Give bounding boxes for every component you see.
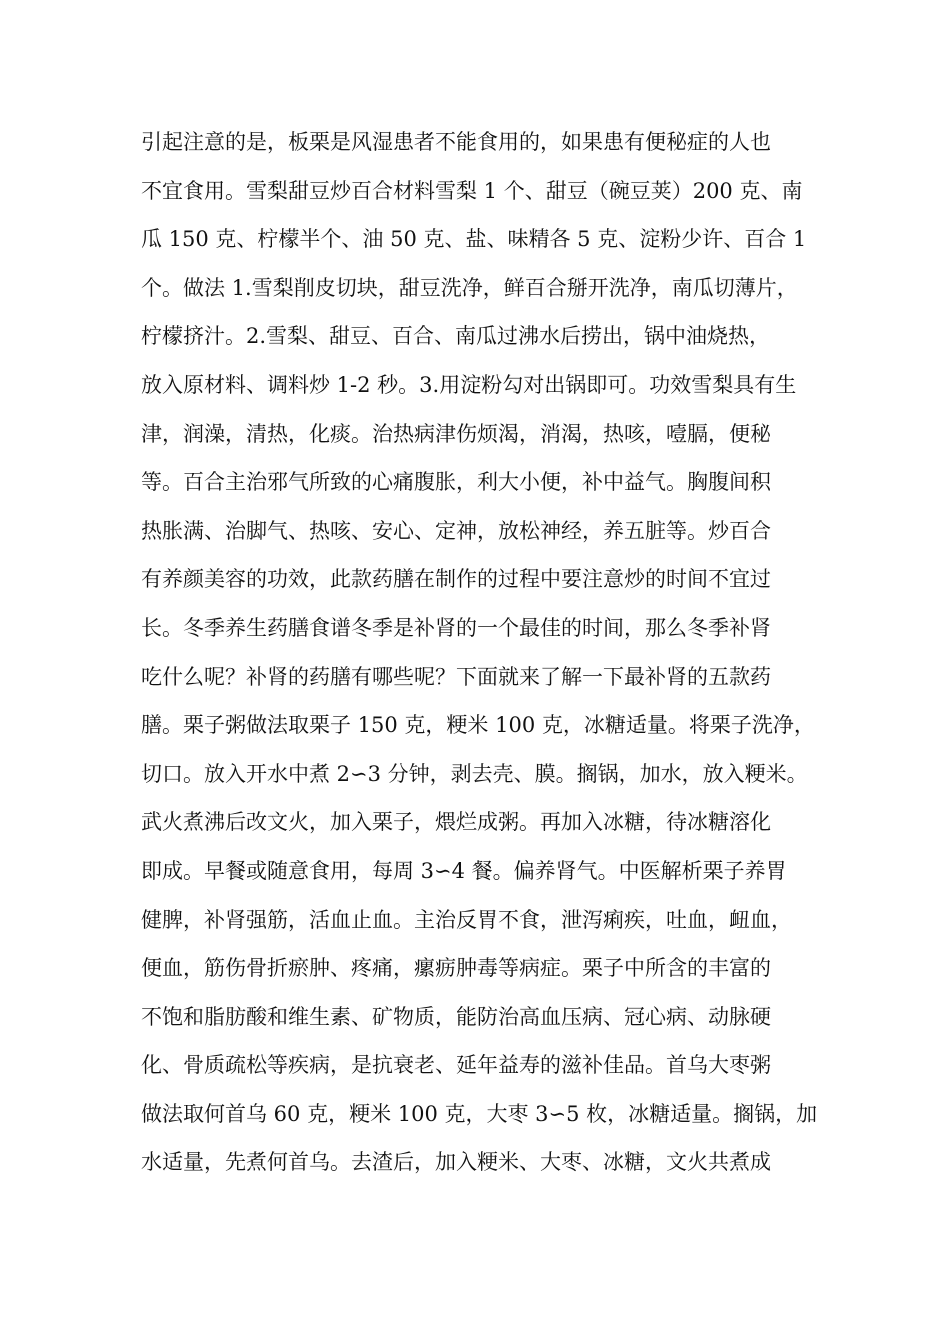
text-line: 武火煮沸后改文火，加入栗子，煨烂成粥。再加入冰糖，待冰糖溶化 — [141, 810, 771, 835]
text-line: 做法取何首乌 60 克，粳米 100 克，大枣 3∽5 枚，冰糖适量。搁锅，加 — [141, 1101, 818, 1126]
body-text — [141, 118, 841, 1187]
text-line: 等。百合主治邪气所致的心痛腹胀，利大小便，补中益气。胸腹间积 — [141, 470, 771, 495]
text-line: 切口。放入开水中煮 2∽3 分钟，剥去壳、膜。搁锅，加水，放入粳米。 — [141, 761, 808, 786]
text-line: 个。做法 1.雪梨削皮切块，甜豆洗净，鲜百合掰开洗净，南瓜切薄片， — [141, 275, 798, 300]
text-line: 膳。栗子粥做法取栗子 150 克，粳米 100 克，冰糖适量。将栗子洗净， — [141, 713, 815, 738]
text-line: 化、骨质疏松等疾病，是抗衰老、延年益寿的滋补佳品。首乌大枣粥 — [141, 1053, 771, 1078]
text-line: 津，润澡，清热，化痰。治热病津伤烦渴，消渴，热咳，噎膈，便秘 — [141, 421, 771, 446]
text-line: 水适量，先煮何首乌。去渣后，加入粳米、大枣、冰糖，文火共煮成 — [141, 1150, 771, 1175]
text-line: 不饱和脂肪酸和维生素、矿物质，能防治高血压病、冠心病、动脉硬 — [141, 1004, 771, 1029]
text-line: 瓜 150 克、柠檬半个、油 50 克、盐、味精各 5 克、淀粉少许、百合 1 — [141, 227, 807, 252]
text-line: 即成。早餐或随意食用，每周 3∽4 餐。偏养肾气。中医解析栗子养胃 — [141, 858, 787, 883]
text-line: 热胀满、治脚气、热咳、安心、定神，放松神经，养五脏等。炒百合 — [141, 518, 771, 543]
text-line: 柠檬挤汁。2.雪梨、甜豆、百合、南瓜过沸水后捞出，锅中油烧热， — [141, 324, 771, 349]
text-line: 有养颜美容的功效，此款药膳在制作的过程中要注意炒的时间不宜过 — [141, 567, 771, 592]
text-line: 健脾，补肾强筋，活血止血。主治反胃不食，泄泻痢疾，吐血，衄血， — [141, 907, 792, 932]
text-line: 不宜食用。雪梨甜豆炒百合材料雪梨 1 个、甜豆（碗豆荚）200 克、南 — [141, 178, 803, 203]
text-line: 便血，筋伤骨折瘀肿、疼痛，瘰疬肿毒等病症。栗子中所含的丰富的 — [141, 956, 771, 981]
text-line: 引起注意的是，板栗是风湿患者不能食用的，如果患有便秘症的人也 — [141, 130, 771, 154]
text-line: 长。冬季养生药膳食谱冬季是补肾的一个最佳的时间，那么冬季补肾 — [141, 615, 771, 640]
text-line: 吃什么呢？补肾的药膳有哪些呢？下面就来了解一下最补肾的五款药 — [141, 664, 771, 689]
text-line: 放入原材料、调料炒 1-2 秒。3.用淀粉勾对出锅即可。功效雪梨具有生 — [141, 372, 797, 397]
